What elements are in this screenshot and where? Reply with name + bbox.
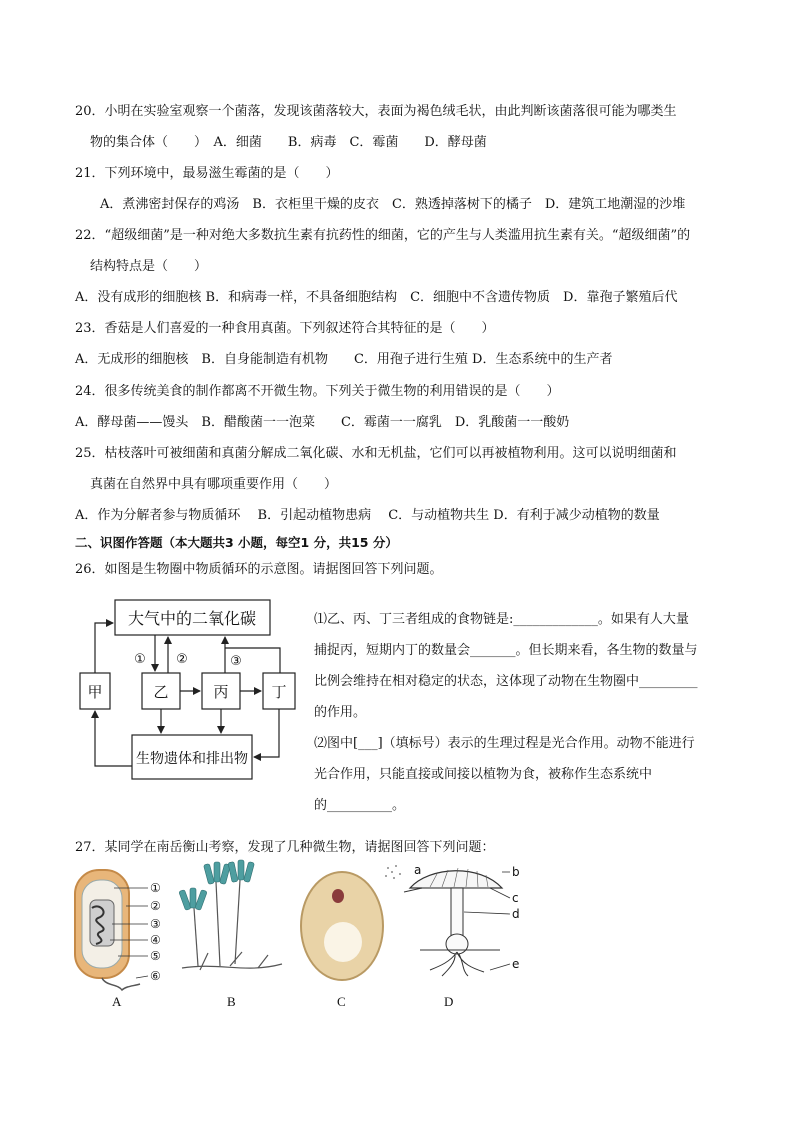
q26-answer-line1: ⑴乙、丙、丁三者组成的食物链是:_____________。如果有人大量 [314,612,689,627]
label-a6: ⑥ [150,969,161,983]
q20-line1: 20．小明在实验室观察一个菌落，发现该菌落较大，表面为褐色绒毛状，由此判断该菌落很可能为哪类生 [75,104,677,119]
q25-line1: 25．枯枝落叶可被细菌和真菌分解成二氧化碳、水和无机盐，它们可以再被植物利用。这可以说明细菌和 [75,446,677,461]
q24-line2: A．酵母菌——馒头 B．醋酸菌一一泡菜 C．霉菌一一腐乳 D．乳酸菌一一酸奶 [75,415,570,430]
label-d-c: c [512,891,519,905]
q20-line2: 物的集合体（ ） A．细菌 B．病毒 C．霉菌 D．酵母菌 [90,135,487,150]
section-heading: 二、识图作答题（本大题共3 小题，每空1 分，共15 分） [75,535,398,550]
bacterium-figure-a [75,870,148,990]
mushroom-figure-d [385,865,510,976]
label-d-a: a [414,863,422,877]
q27-stem: 27．某同学在南岳衡山考察，发现了几种微生物，请据图回答下列问题： [75,840,495,855]
diagram-number-3: ③ [230,654,242,669]
label-a3: ③ [150,917,161,931]
label-a4: ④ [150,933,161,947]
diagram-number-1: ① [134,652,146,667]
q23-line2: A．无成形的细胞核 B．自身能制造有机物 C．用孢子进行生殖 D．生态系统中的生产者 [75,352,613,367]
q22-line3: A．没有成形的细胞核 B．和病毒一样，不具备细胞结构 C．细胞中不含遗传物质 D．靠孢子繁殖后代 [75,290,678,305]
diagram-number-2: ② [176,652,188,667]
diagram-label-ding: 丁 [271,683,287,701]
diagram-label-remains: 生物遗体和排出物 [136,751,248,767]
caption-d: D [444,994,454,1009]
q25-line2: 真菌在自然界中具有哪项重要作用（ ） [90,477,338,492]
q26-answer-line5: ⑵图中[___]（填标号）表示的生理过程是光合作用。动物不能进行 [314,736,695,751]
diagram-label-jia: 甲 [87,683,103,701]
label-a1: ① [150,881,161,895]
q26-stem: 26．如图是生物圈中物质循环的示意图。请据图回答下列问题。 [75,562,443,577]
caption-b: B [227,994,236,1009]
carbon-cycle-diagram [70,590,310,790]
yeast-figure-c [301,872,383,980]
label-a2: ② [150,899,161,913]
q22-line2: 结构特点是（ ） [90,259,208,274]
caption-a: A [112,994,122,1009]
q26-answer-line3: 比例会维持在相对稳定的状态，这体现了动物在生物圈中_________ [314,674,698,689]
microbe-figures [70,858,530,993]
label-d-b: b [512,865,520,879]
q26-answer-line6: 光合作用，只能直接或间接以植物为食，被称作生态系统中 [314,767,653,782]
label-a5: ⑤ [150,949,161,963]
mold-figure-b [182,880,282,970]
q23-line1: 23．香菇是人们喜爱的一种食用真菌。下列叙述符合其特征的是（ ） [75,321,495,336]
label-d-d: d [512,907,520,921]
q26-answer-line4: 的作用。 [314,705,367,720]
q22-line1: 22．“超级细菌”是一种对绝大多数抗生素有抗药性的细菌，它的产生与人类滥用抗生素有关。“超级细菌”的 [75,228,691,243]
diagram-label-co2: 大气中的二氧化碳 [127,609,257,628]
q21-line1: 21．下列环境中，最易滋生霉菌的是（ ） [75,166,339,181]
diagram-label-bing: 丙 [213,683,229,701]
q25-line3: A．作为分解者参与物质循环 B．引起动植物患病 C．与动植物共生 D．有利于减少动植物的数量 [75,508,660,523]
label-d-e: e [512,957,520,971]
caption-c: C [337,994,346,1009]
q26-answer-line2: 捕捉丙，短期内丁的数量会_______。但长期来看，各生物的数量与 [314,643,698,658]
q26-answer-line7: 的__________。 [314,798,406,813]
diagram-label-yi: 乙 [153,683,169,701]
q24-line1: 24．很多传统美食的制作都离不开微生物。下列关于微生物的利用错误的是（ ） [75,384,560,399]
q21-line2: A．煮沸密封保存的鸡汤 B．衣柜里干燥的皮衣 C．熟透掉落树下的橘子 D．建筑工地潮湿的沙堆 [100,197,686,212]
